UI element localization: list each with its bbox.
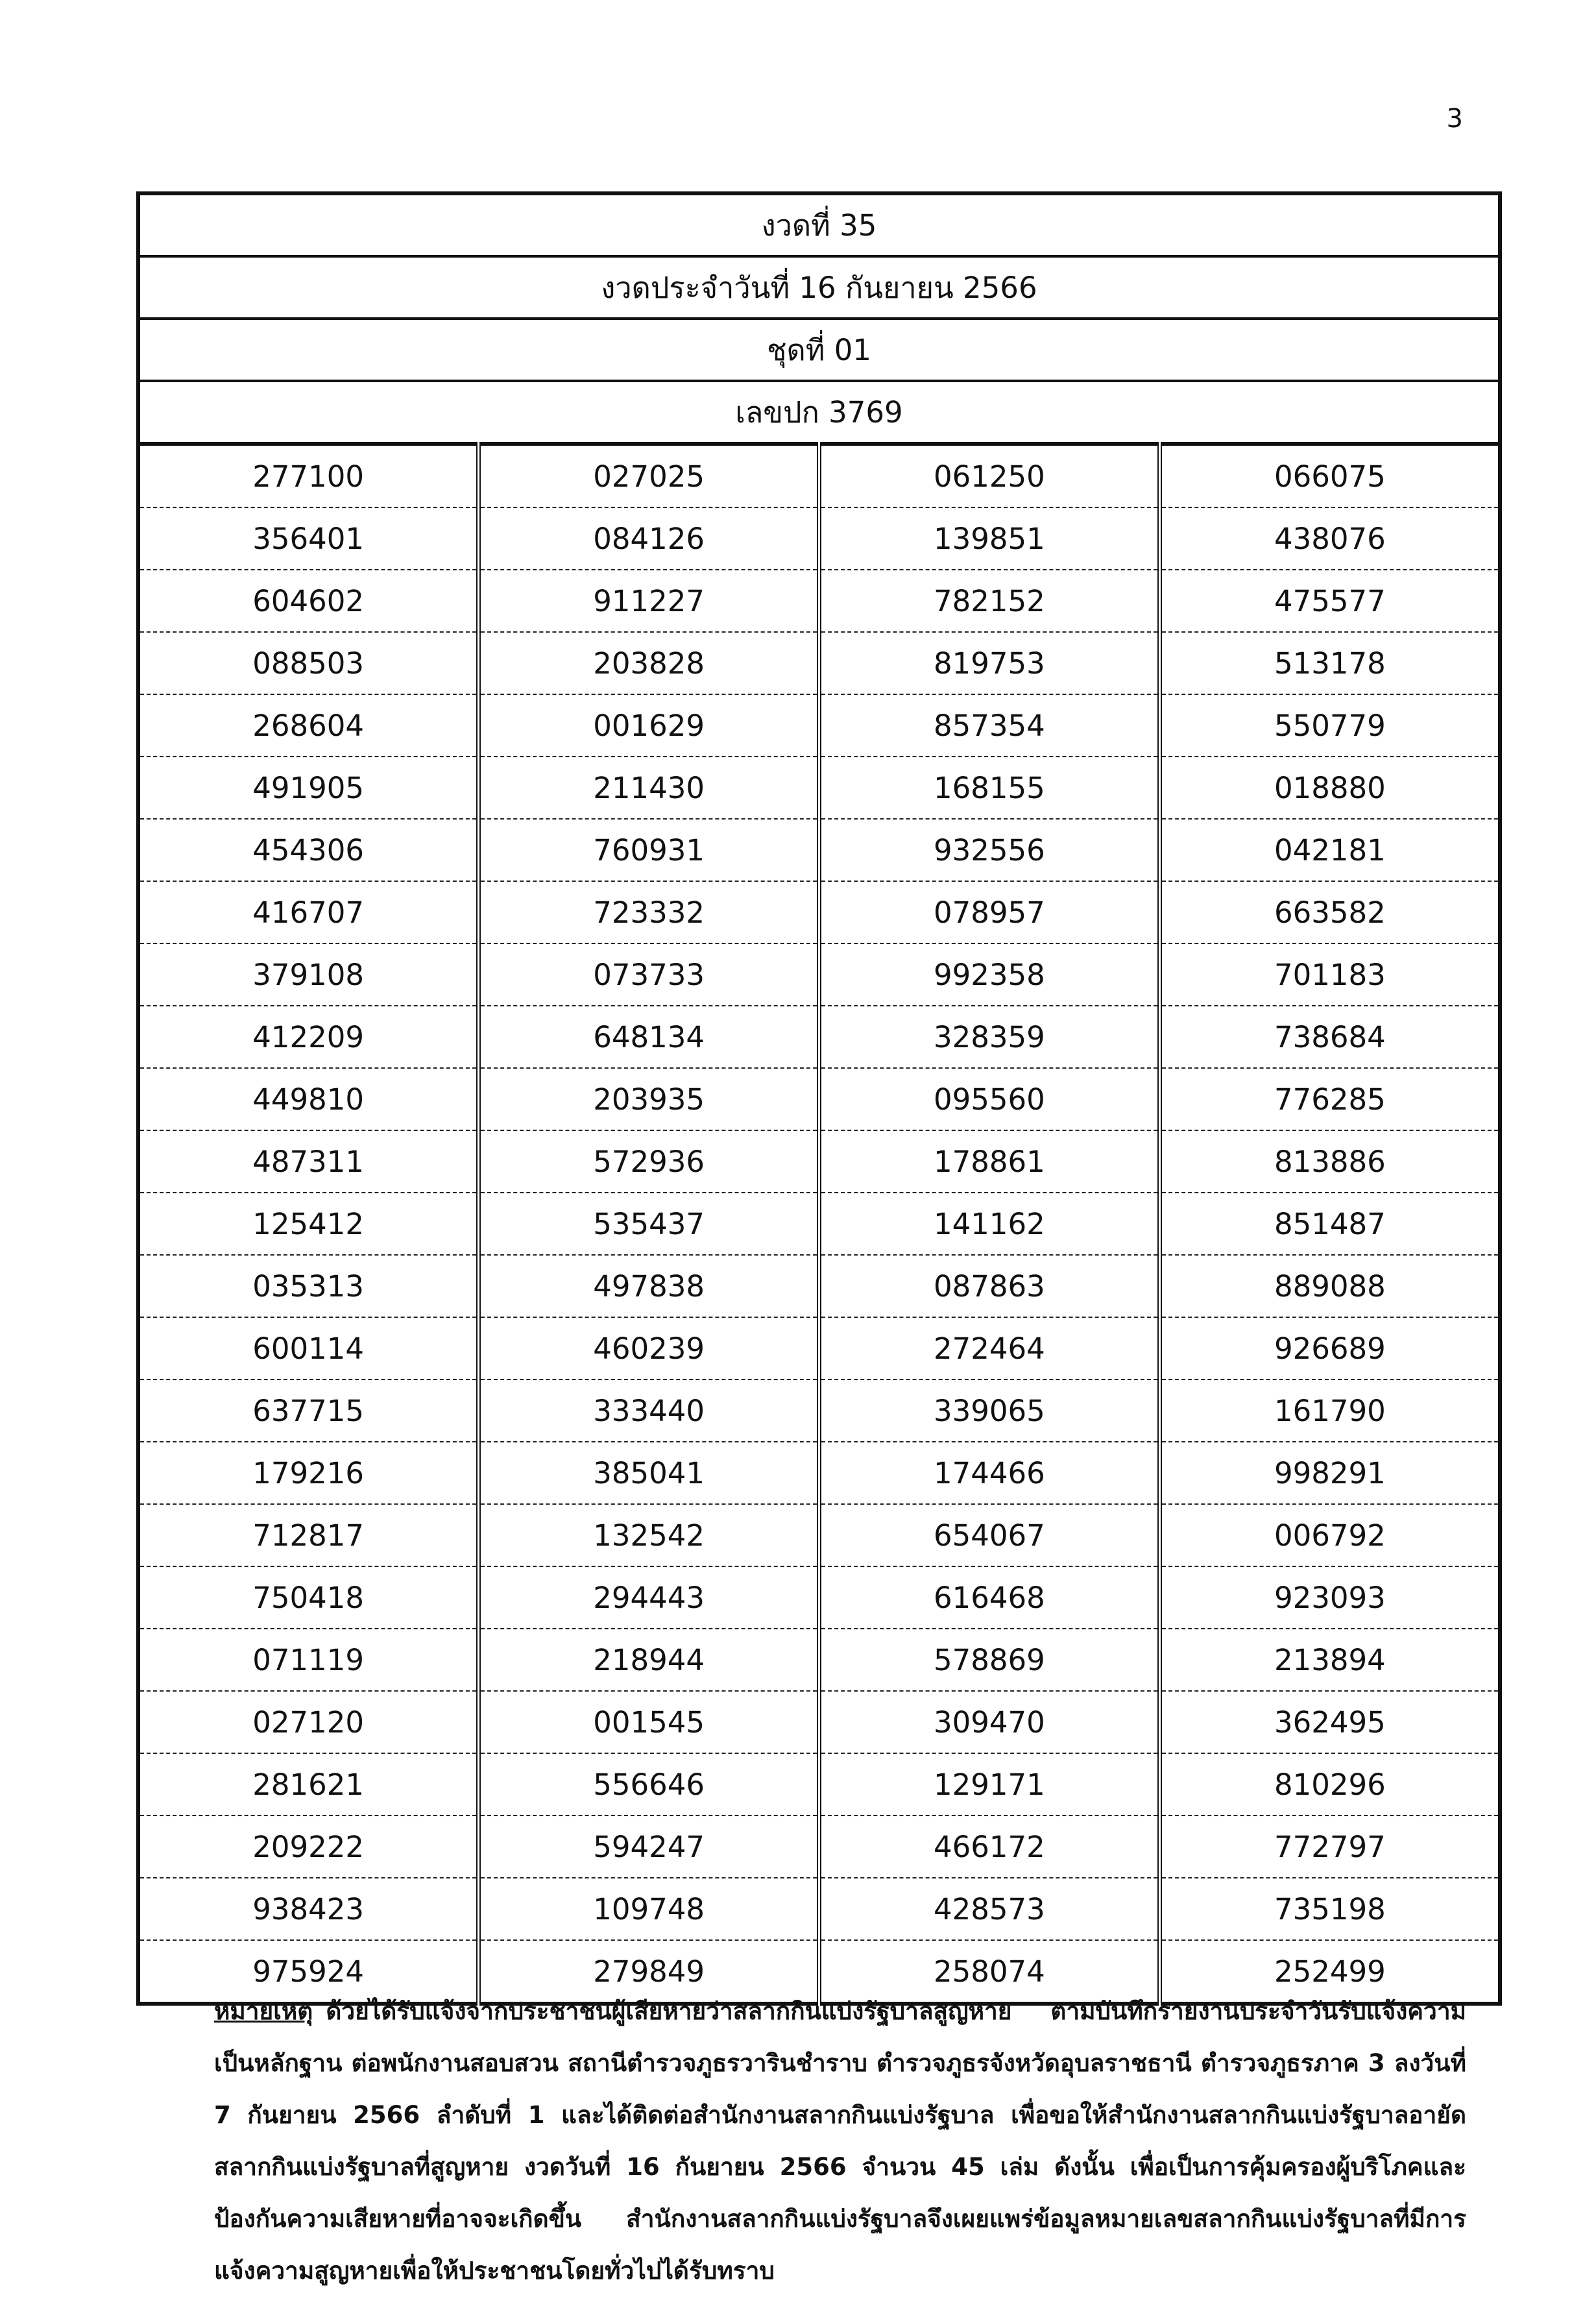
table-row bbox=[138, 1255, 1500, 1317]
ticket-number-cell: 125412 bbox=[138, 1193, 479, 1255]
ticket-number-cell: 213894 bbox=[1159, 1629, 1500, 1691]
table-row bbox=[138, 1816, 1500, 1878]
ticket-number-cell: 932556 bbox=[819, 819, 1160, 881]
ticket-number-cell: 209222 bbox=[138, 1816, 479, 1878]
ticket-number-cell: 604602 bbox=[138, 570, 479, 632]
ticket-number-cell: 272464 bbox=[819, 1317, 1160, 1379]
ticket-number-cell: 923093 bbox=[1159, 1566, 1500, 1629]
ticket-number-cell: 218944 bbox=[479, 1629, 819, 1691]
draw-date: งวดประจำวันที่ 16 กันยายน 2566 bbox=[138, 256, 1500, 319]
remark-paragraph bbox=[214, 1986, 1466, 2297]
ticket-number-cell: 095560 bbox=[819, 1068, 1160, 1130]
set-number: ชุดที่ 01 bbox=[138, 319, 1500, 381]
ticket-number-cell: 168155 bbox=[819, 757, 1160, 819]
ticket-number-cell: 078957 bbox=[819, 881, 1160, 943]
table-row bbox=[138, 1566, 1500, 1629]
ticket-number-cell: 258074 bbox=[819, 1940, 1160, 2004]
ticket-number-cell: 088503 bbox=[138, 632, 479, 694]
ticket-number-cell: 141162 bbox=[819, 1193, 1160, 1255]
ticket-number-cell: 992358 bbox=[819, 943, 1160, 1006]
table-row bbox=[138, 507, 1500, 570]
ticket-number-cell: 178861 bbox=[819, 1130, 1160, 1193]
ticket-number-cell: 572936 bbox=[479, 1130, 819, 1193]
ticket-number-cell: 379108 bbox=[138, 943, 479, 1006]
ticket-number-cell: 600114 bbox=[138, 1317, 479, 1379]
table-row bbox=[138, 632, 1500, 694]
ticket-number-cell: 454306 bbox=[138, 819, 479, 881]
table-row bbox=[138, 1753, 1500, 1816]
ticket-number-cell: 333440 bbox=[479, 1379, 819, 1442]
table-row bbox=[138, 1317, 1500, 1379]
ticket-number-cell: 161790 bbox=[1159, 1379, 1500, 1442]
ticket-number-cell: 663582 bbox=[1159, 881, 1500, 943]
ticket-number-cell: 087863 bbox=[819, 1255, 1160, 1317]
ticket-number-cell: 109748 bbox=[479, 1878, 819, 1940]
ticket-number-cell: 356401 bbox=[138, 507, 479, 570]
ticket-number-cell: 535437 bbox=[479, 1193, 819, 1255]
ticket-number-cell: 001629 bbox=[479, 694, 819, 757]
ticket-number-cell: 738684 bbox=[1159, 1006, 1500, 1068]
ticket-number-cell: 497838 bbox=[479, 1255, 819, 1317]
page-number: 3 bbox=[1446, 104, 1463, 134]
table-row bbox=[138, 694, 1500, 757]
lottery-number-table bbox=[136, 191, 1502, 2006]
table-row bbox=[138, 1130, 1500, 1193]
ticket-number-cell: 281621 bbox=[138, 1753, 479, 1816]
ticket-number-cell: 385041 bbox=[479, 1442, 819, 1504]
ticket-number-cell: 438076 bbox=[1159, 507, 1500, 570]
table-row bbox=[138, 1068, 1500, 1130]
table-row bbox=[138, 570, 1500, 632]
ticket-number-cell: 279849 bbox=[479, 1940, 819, 2004]
table-row bbox=[138, 881, 1500, 943]
table-row bbox=[138, 444, 1500, 507]
ticket-number-cell: 810296 bbox=[1159, 1753, 1500, 1816]
table-row bbox=[138, 1629, 1500, 1691]
ticket-number-cell: 211430 bbox=[479, 757, 819, 819]
ticket-number-cell: 027120 bbox=[138, 1691, 479, 1753]
ticket-number-cell: 277100 bbox=[138, 444, 479, 507]
table-row bbox=[138, 1442, 1500, 1504]
ticket-number-cell: 042181 bbox=[1159, 819, 1500, 881]
ticket-number-cell: 911227 bbox=[479, 570, 819, 632]
ticket-number-cell: 252499 bbox=[1159, 1940, 1500, 2004]
ticket-number-cell: 073733 bbox=[479, 943, 819, 1006]
table-row bbox=[138, 943, 1500, 1006]
ticket-number-cell: 550779 bbox=[1159, 694, 1500, 757]
ticket-number-cell: 616468 bbox=[819, 1566, 1160, 1629]
ticket-number-cell: 129171 bbox=[819, 1753, 1160, 1816]
draw-title: งวดที่ 35 bbox=[138, 193, 1500, 256]
ticket-number-cell: 309470 bbox=[819, 1691, 1160, 1753]
table-row bbox=[138, 1193, 1500, 1255]
ticket-number-cell: 071119 bbox=[138, 1629, 479, 1691]
ticket-number-cell: 889088 bbox=[1159, 1255, 1500, 1317]
ticket-number-cell: 179216 bbox=[138, 1442, 479, 1504]
ticket-number-cell: 139851 bbox=[819, 507, 1160, 570]
ticket-number-cell: 339065 bbox=[819, 1379, 1160, 1442]
ticket-number-cell: 594247 bbox=[479, 1816, 819, 1878]
remark-text: ด้วยได้รับแจ้งจากประชาชนผู้เสียหายว่าสลากกินแบ่งรัฐบาลสูญหาย ตามบันทึกรายงานประจำวันรับแจ้งความเป็นหลักฐาน ต่อพนักงานสอบสวน สถานีตำรวจภูธรวารินชำราบ ตำรวจภูธรจังหวัดอุบลราชธานี ตำรวจภูธรภาค 3 ลงวันที่ 7 กันยายน 2566 ลำดับที่ 1 และได้ติดต่อสำนักงานสลากกินแบ่งรัฐบาล เพื่อขอให้สำนักงานสลากกินแบ่งรัฐบาลอายัดสลากกินแบ่งรัฐบาลที่สูญหาย งวดวันที่ 16 กันยายน 2566 จำนวน 45 เล่ม ดังนั้น เพื่อเป็นการคุ้มครองผู้บริโภคและป้องกันความเสียหายที่อาจจะเกิดขึ้น สำนักงานสลากกินแบ่งรัฐบาลจึงเผยแพร่ข้อมูลหมายเลขสลากกินแบ่งรัฐบาลที่มีการแจ้งความสูญหายเพื่อให้ประชาชนโดยทั่วไปได้รับทราบ bbox=[214, 1997, 1466, 2285]
ticket-number-cell: 035313 bbox=[138, 1255, 479, 1317]
ticket-number-cell: 412209 bbox=[138, 1006, 479, 1068]
ticket-number-cell: 460239 bbox=[479, 1317, 819, 1379]
table-row bbox=[138, 757, 1500, 819]
ticket-number-cell: 712817 bbox=[138, 1504, 479, 1566]
ticket-number-cell: 998291 bbox=[1159, 1442, 1500, 1504]
ticket-number-cell: 648134 bbox=[479, 1006, 819, 1068]
ticket-number-cell: 203828 bbox=[479, 632, 819, 694]
ticket-number-cell: 428573 bbox=[819, 1878, 1160, 1940]
ticket-number-cell: 203935 bbox=[479, 1068, 819, 1130]
ticket-number-cell: 466172 bbox=[819, 1816, 1160, 1878]
ticket-number-cell: 491905 bbox=[138, 757, 479, 819]
ticket-number-cell: 084126 bbox=[479, 507, 819, 570]
ticket-number-cell: 578869 bbox=[819, 1629, 1160, 1691]
table-row bbox=[138, 819, 1500, 881]
ticket-number-cell: 006792 bbox=[1159, 1504, 1500, 1566]
table-row bbox=[138, 1504, 1500, 1566]
ticket-number-cell: 637715 bbox=[138, 1379, 479, 1442]
ticket-number-cell: 487311 bbox=[138, 1130, 479, 1193]
table-row bbox=[138, 1379, 1500, 1442]
ticket-number-cell: 819753 bbox=[819, 632, 1160, 694]
ticket-number-cell: 556646 bbox=[479, 1753, 819, 1816]
remark-label: หมายเหตุ bbox=[214, 1997, 313, 2025]
ticket-number-cell: 362495 bbox=[1159, 1691, 1500, 1753]
ticket-number-cell: 772797 bbox=[1159, 1816, 1500, 1878]
ticket-number-cell: 750418 bbox=[138, 1566, 479, 1629]
ticket-number-cell: 268604 bbox=[138, 694, 479, 757]
ticket-number-cell: 066075 bbox=[1159, 444, 1500, 507]
ticket-number-cell: 018880 bbox=[1159, 757, 1500, 819]
ticket-number-cell: 701183 bbox=[1159, 943, 1500, 1006]
ticket-number-cell: 027025 bbox=[479, 444, 819, 507]
ticket-number-cell: 851487 bbox=[1159, 1193, 1500, 1255]
ticket-number-cell: 513178 bbox=[1159, 632, 1500, 694]
ticket-number-cell: 449810 bbox=[138, 1068, 479, 1130]
ticket-number-cell: 926689 bbox=[1159, 1317, 1500, 1379]
ticket-number-cell: 416707 bbox=[138, 881, 479, 943]
ticket-number-cell: 857354 bbox=[819, 694, 1160, 757]
ticket-number-cell: 001545 bbox=[479, 1691, 819, 1753]
ticket-number-cell: 776285 bbox=[1159, 1068, 1500, 1130]
ticket-number-cell: 813886 bbox=[1159, 1130, 1500, 1193]
ticket-number-cell: 475577 bbox=[1159, 570, 1500, 632]
ticket-number-cell: 132542 bbox=[479, 1504, 819, 1566]
ticket-number-cell: 723332 bbox=[479, 881, 819, 943]
ticket-number-cell: 938423 bbox=[138, 1878, 479, 1940]
ticket-number-cell: 975924 bbox=[252, 1954, 365, 1989]
table-row bbox=[138, 1691, 1500, 1753]
ticket-number-cell: 782152 bbox=[819, 570, 1160, 632]
ticket-number-cell: 735198 bbox=[1159, 1878, 1500, 1940]
ticket-number-cell: 328359 bbox=[819, 1006, 1160, 1068]
ticket-number-cell: 654067 bbox=[819, 1504, 1160, 1566]
cover-number: เลขปก 3769 bbox=[138, 381, 1500, 444]
ticket-number-cell: 760931 bbox=[479, 819, 819, 881]
table-row bbox=[138, 1006, 1500, 1068]
ticket-number-cell: 294443 bbox=[479, 1566, 819, 1629]
ticket-number-cell: 174466 bbox=[819, 1442, 1160, 1504]
ticket-number-cell: 061250 bbox=[819, 444, 1160, 507]
table-row bbox=[138, 1878, 1500, 1940]
